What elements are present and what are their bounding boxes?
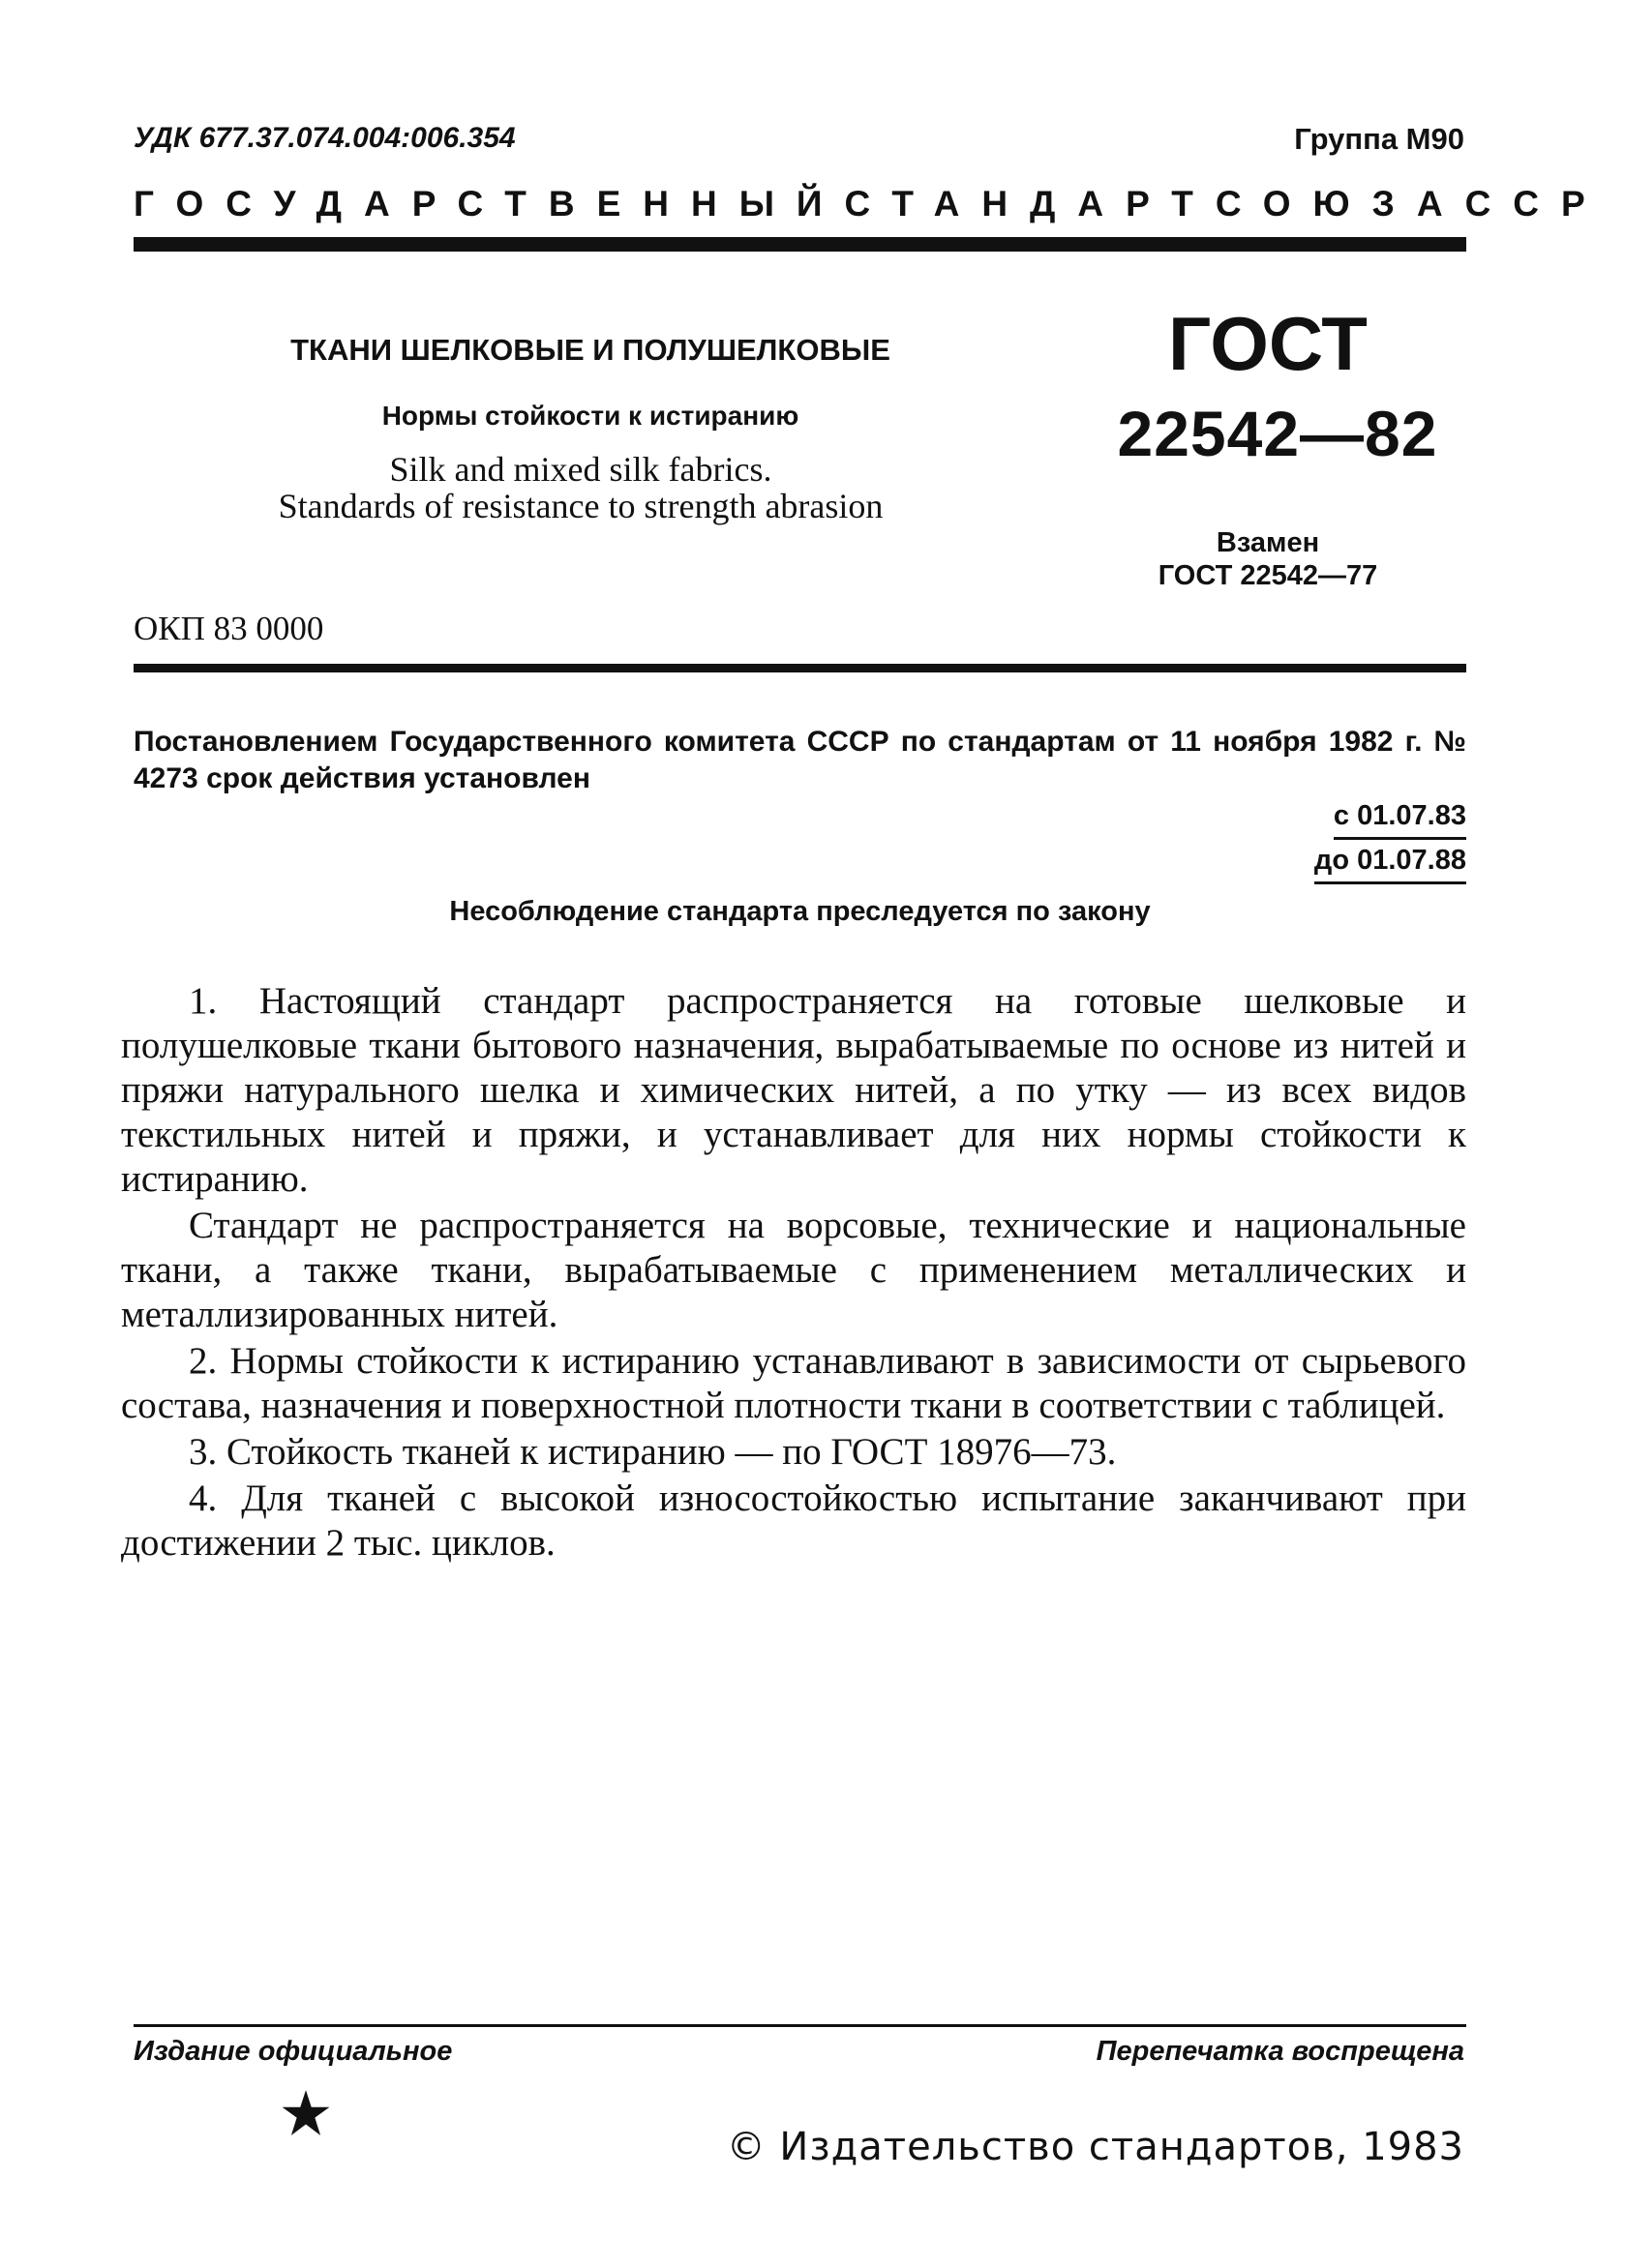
- document-title: ТКАНИ ШЕЛКОВЫЕ И ПОЛУШЕЛКОВЫЕ: [290, 333, 890, 367]
- banner-word-2: СТАНДАРТ: [844, 184, 1216, 224]
- validity-dates: [1314, 795, 1466, 884]
- paragraph-1: 1. Настоящий стандарт распространяется на готовые шелковые и полушелковые ткани бытового назначения, вырабатываемые по основе из нитей и пряжи натурального шелка и химических нитей, а по утку — из всех видов текстильных нитей и пряжи, и устанавливает для них нормы стойкости к истиранию.: [121, 980, 1466, 1200]
- banner-word-3: СОЮЗА: [1215, 184, 1465, 224]
- legal-warning: Несоблюдение стандарта преследуется по закону: [449, 896, 1151, 927]
- state-standard-banner: [134, 184, 1608, 224]
- banner-word-1: ГОСУДАРСТВЕННЫЙ: [134, 184, 845, 224]
- replaces-value: ГОСТ 22542—77: [1158, 560, 1378, 591]
- banner-word-4: ССР: [1464, 184, 1608, 224]
- footer-rule: [134, 2024, 1466, 2027]
- document-subtitle: Нормы стойкости к истиранию: [381, 401, 799, 431]
- date-to: до 01.07.88: [1314, 840, 1466, 884]
- paragraph-2: Стандарт не распространяется на ворсовые, технические и национальные ткани, а также ткани, вырабатываемые с применением металлических и металлизированных нитей.: [121, 1205, 1466, 1335]
- reprint-note: Перепечатка воспрещена: [1096, 2036, 1464, 2067]
- group-code: Группа М90: [1294, 122, 1464, 156]
- okp-rule: [134, 664, 1466, 672]
- date-from: с 01.07.83: [1334, 795, 1466, 840]
- gost-number: 22542—82: [1117, 398, 1438, 469]
- paragraph-5: 4. Для тканей с высокой износостойкостью испытание заканчивают при достижении 2 тыс. циклов.: [121, 1477, 1466, 1564]
- copyright-line: © Издательство стандартов, 1983: [726, 2125, 1464, 2169]
- replaces-label: Взамен: [1216, 527, 1320, 558]
- english-title-line-2: Standards of resistance to strength abrasion: [278, 487, 884, 525]
- body-text: [121, 979, 1466, 1567]
- gost-label: ГОСТ: [1168, 301, 1368, 386]
- okp-code: ОКП 83 0000: [134, 610, 324, 647]
- replaces-block: [1123, 526, 1413, 592]
- english-title-line-1: Silk and mixed silk fabrics.: [389, 450, 772, 489]
- decree-text: Постановлением Государственного комитета СССР по стандартам от 11 ноября 1982 г. № 4273 срок действия установлен: [134, 726, 1466, 794]
- star-icon: [281, 2088, 331, 2138]
- paragraph-3: 2. Нормы стойкости к истиранию устанавливают в зависимости от сырьевого состава, назначения и поверхностной плотности ткани в соответствии с таблицей.: [121, 1340, 1466, 1426]
- english-title: [194, 451, 968, 524]
- paragraph-4: 3. Стойкость тканей к истиранию — по ГОСТ 18976—73.: [189, 1431, 1117, 1473]
- header-rule: [134, 237, 1466, 252]
- udk-code: УДК 677.37.074.004:006.354: [134, 122, 516, 154]
- edition-note: Издание официальное: [134, 2036, 453, 2067]
